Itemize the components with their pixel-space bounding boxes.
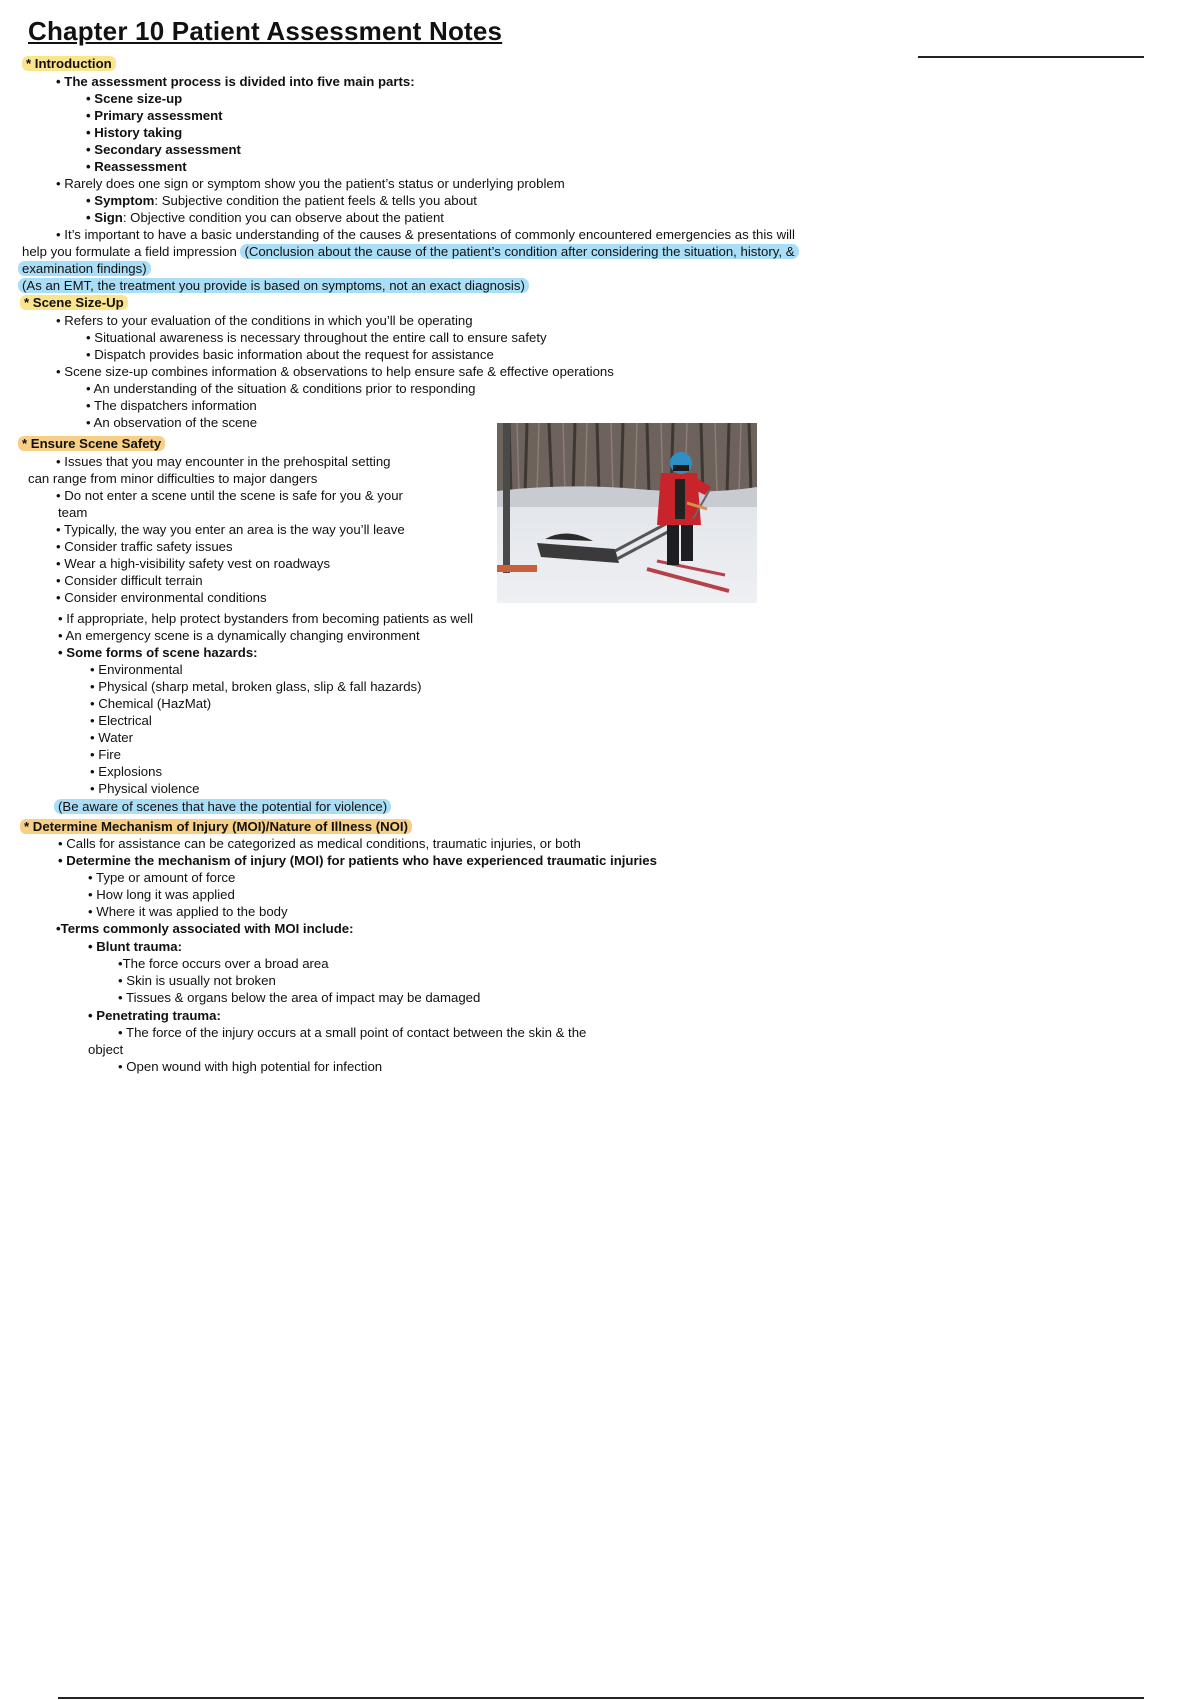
page-title: Chapter 10 Patient Assessment Notes (28, 16, 503, 46)
moi-line: •Terms commonly associated with MOI include: (56, 921, 354, 936)
ski-patrol-photo (497, 423, 757, 603)
safety-line: • If appropriate, help protect bystanders from becoming patients as well (58, 611, 474, 626)
sizeup-line: • Refers to your evaluation of the conditions in which you’ll be operating (56, 313, 473, 328)
hazard-item: • Electrical (90, 713, 152, 728)
intro-line: help you formulate a field impression (Conclusion about the cause of the patient’s condition after considering the situation, history, & (22, 244, 799, 260)
intro-line: • The assessment process is divided into five main parts: (56, 74, 415, 89)
moi-line: • Type or amount of force (88, 870, 236, 885)
hazard-item: • Fire (90, 747, 121, 762)
hazard-item: • Water (90, 730, 133, 745)
safety-line: team (58, 505, 88, 520)
safety-line: • Wear a high-visibility safety vest on roadways (56, 556, 331, 571)
moi-line: •The force occurs over a broad area (118, 956, 329, 971)
moi-heading: * Determine Mechanism of Injury (MOI)/Nature of Illness (NOI) (20, 819, 412, 835)
moi-line: object (88, 1042, 124, 1057)
moi-line: • Where it was applied to the body (88, 904, 288, 919)
sizeup-line: • An observation of the scene (86, 415, 258, 430)
intro-line: • It’s important to have a basic understanding of the causes & presentations of commonly encountered emergencies as this will (56, 227, 795, 242)
moi-line: • The force of the injury occurs at a small point of contact between the skin & the (118, 1025, 587, 1040)
list-item: • Secondary assessment (86, 142, 241, 157)
safety-line: can range from minor difficulties to major dangers (28, 471, 318, 486)
safety-heading: * Ensure Scene Safety (18, 436, 165, 452)
moi-line: • Determine the mechanism of injury (MOI) for patients who have experienced traumatic injuries (58, 853, 657, 868)
hazard-item: • Explosions (90, 764, 163, 779)
intro-note: (As an EMT, the treatment you provide is based on symptoms, not an exact diagnosis) (18, 278, 529, 294)
moi-line: • Open wound with high potential for infection (118, 1059, 383, 1074)
moi-line: • Skin is usually not broken (118, 973, 276, 988)
sizeup-line: • The dispatchers information (86, 398, 257, 413)
intro-heading: * Introduction (22, 56, 116, 72)
moi-line: • Calls for assistance can be categorized as medical conditions, traumatic injuries, or both (58, 836, 581, 851)
moi-term: • Blunt trauma: (88, 939, 182, 954)
sign-definition: • Sign: Objective condition you can observe about the patient (86, 210, 444, 225)
sizeup-heading: * Scene Size-Up (20, 295, 128, 311)
moi-term: • Penetrating trauma: (88, 1008, 221, 1023)
safety-line: • Issues that you may encounter in the prehospital setting (56, 454, 391, 469)
safety-line: • Consider difficult terrain (56, 573, 203, 588)
list-item: • History taking (86, 125, 183, 140)
top-rule (918, 56, 1144, 58)
list-item: • Primary assessment (86, 108, 223, 123)
safety-line: • Some forms of scene hazards: (58, 645, 258, 660)
safety-line: • Consider traffic safety issues (56, 539, 233, 554)
list-item: • Reassessment (86, 159, 187, 174)
sizeup-line: • Scene size-up combines information & observations to help ensure safe & effective operations (56, 364, 614, 379)
hazard-item: • Physical violence (90, 781, 200, 796)
safety-line: • Consider environmental conditions (56, 590, 267, 605)
intro-line: examination findings) (18, 261, 151, 277)
sizeup-line: • An understanding of the situation & conditions prior to responding (86, 381, 476, 396)
moi-line: • Tissues & organs below the area of impact may be damaged (118, 990, 481, 1005)
sizeup-line: • Dispatch provides basic information about the request for assistance (86, 347, 494, 362)
ski-patrol-illustration (497, 423, 757, 603)
safety-line: • Typically, the way you enter an area is the way you’ll leave (56, 522, 405, 537)
moi-line: • How long it was applied (88, 887, 235, 902)
safety-line: • Do not enter a scene until the scene is safe for you & your (56, 488, 403, 503)
bottom-rule (58, 1697, 1144, 1699)
hazard-item: • Environmental (90, 662, 183, 677)
safety-note: (Be aware of scenes that have the potential for violence) (54, 799, 391, 815)
intro-line: • Rarely does one sign or symptom show you the patient’s status or underlying problem (56, 176, 565, 191)
safety-line: • An emergency scene is a dynamically changing environment (58, 628, 420, 643)
list-item: • Scene size-up (86, 91, 183, 106)
symptom-definition: • Symptom: Subjective condition the patient feels & tells you about (86, 193, 477, 208)
hazard-item: • Physical (sharp metal, broken glass, slip & fall hazards) (90, 679, 422, 694)
hazard-item: • Chemical (HazMat) (90, 696, 212, 711)
sizeup-line: • Situational awareness is necessary throughout the entire call to ensure safety (86, 330, 547, 345)
